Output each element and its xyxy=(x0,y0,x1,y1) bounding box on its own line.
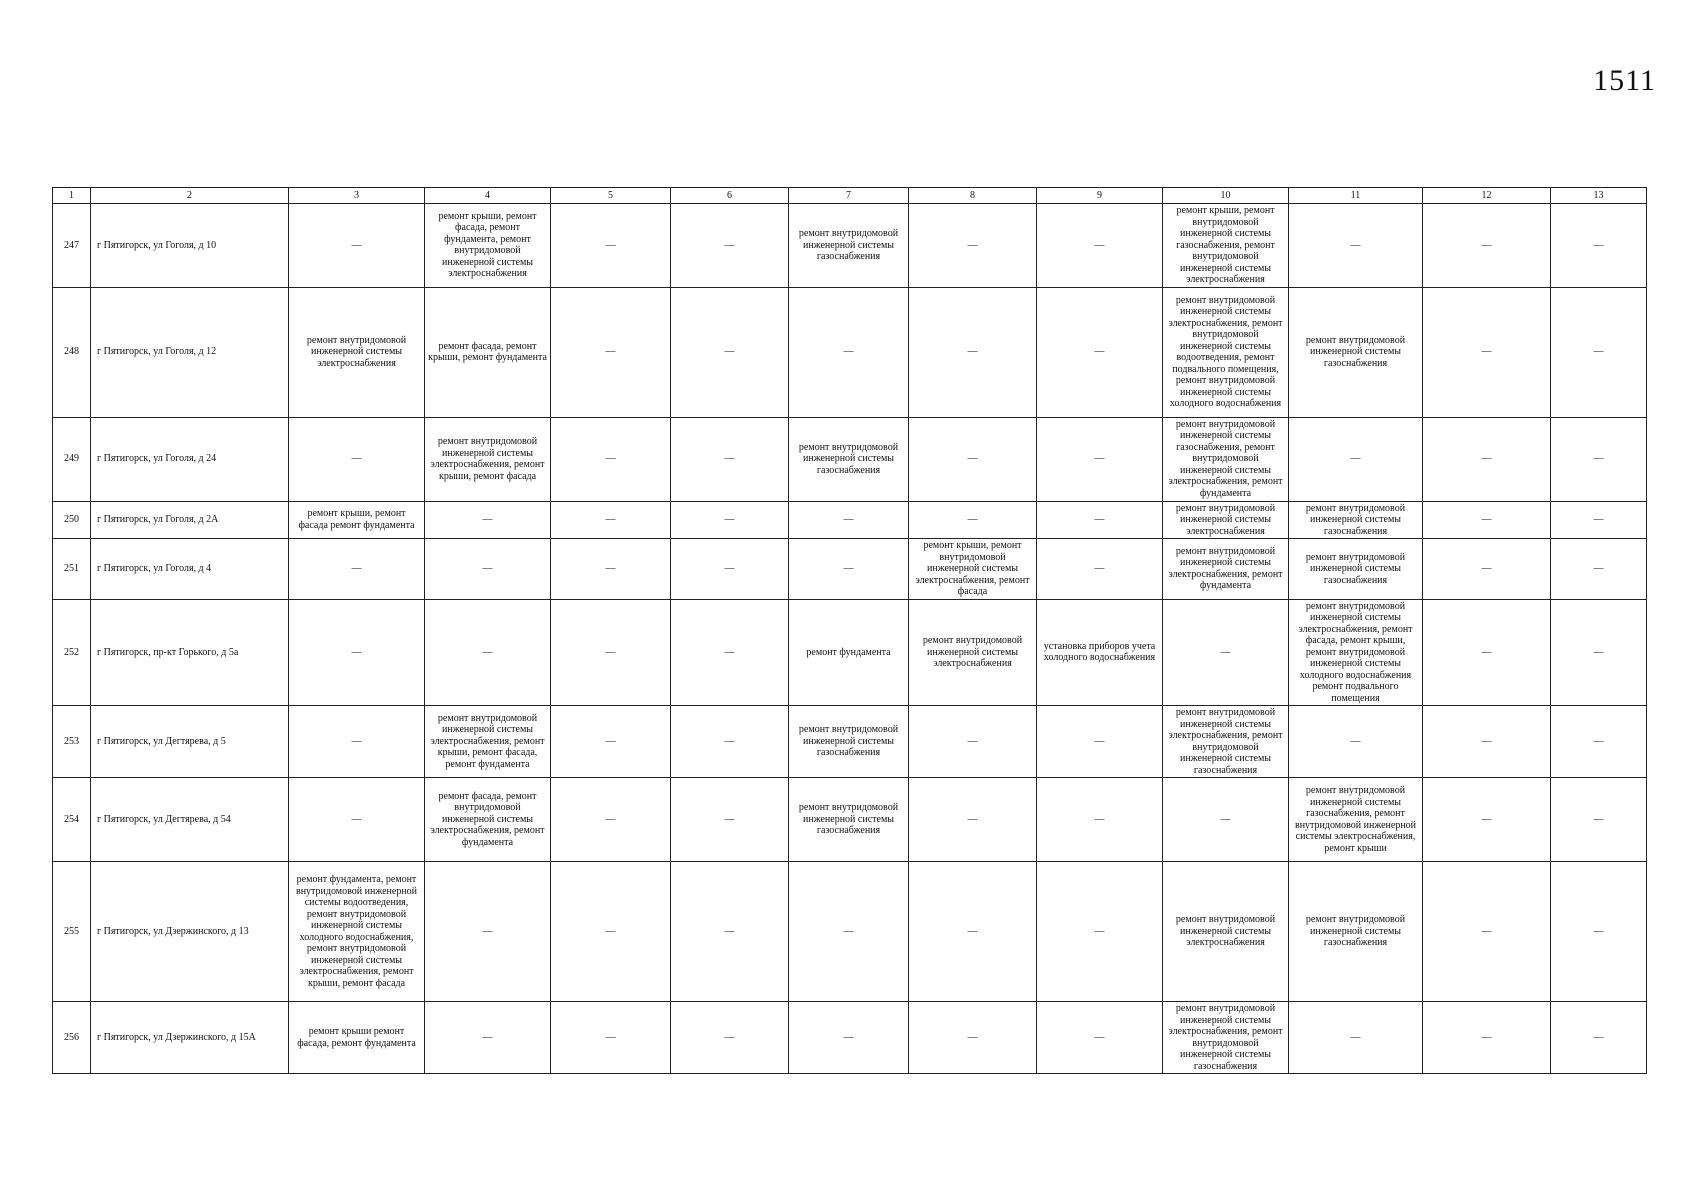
works-cell-col-8: — xyxy=(909,1002,1037,1074)
works-cell-col-10: ремонт внутридомовой инженерной системы электроснабжения xyxy=(1163,501,1289,539)
works-cell-col-13: — xyxy=(1551,778,1647,862)
works-cell-col-12: — xyxy=(1423,539,1551,600)
address-cell: г Пятигорск, ул Гоголя, д 24 xyxy=(91,417,289,501)
works-cell-col-4: ремонт крыши, ремонт фасада, ремонт фундамента, ремонт внутридомовой инженерной системы электроснабжения xyxy=(425,204,551,288)
column-number-5: 5 xyxy=(551,188,671,204)
table-row xyxy=(53,417,1647,501)
works-cell-col-12: — xyxy=(1423,501,1551,539)
column-number-row xyxy=(53,188,1647,204)
works-cell-col-11: ремонт внутридомовой инженерной системы газоснабжения, ремонт внутридомовой инженерной системы электроснабжения, ремонт крыши xyxy=(1289,778,1423,862)
table-row xyxy=(53,204,1647,288)
address-cell: г Пятигорск, ул Гоголя, д 12 xyxy=(91,287,289,417)
column-number-7: 7 xyxy=(789,188,909,204)
works-cell-col-11: — xyxy=(1289,417,1423,501)
row-number-cell: 247 xyxy=(53,204,91,288)
column-number-13: 13 xyxy=(1551,188,1647,204)
works-cell-col-13: — xyxy=(1551,204,1647,288)
works-cell-col-3: ремонт крыши ремонт фасада, ремонт фундамента xyxy=(289,1002,425,1074)
works-cell-col-11: ремонт внутридомовой инженерной системы электроснабжения, ремонт фасада, ремонт крыши, ремонт внутридомовой инженерной системы холодного водоснабжения ремонт подвального помещения xyxy=(1289,599,1423,706)
works-cell-col-13: — xyxy=(1551,706,1647,778)
works-cell-col-11: — xyxy=(1289,706,1423,778)
works-cell-col-3: — xyxy=(289,706,425,778)
works-cell-col-3: — xyxy=(289,778,425,862)
address-cell: г Пятигорск, ул Дзержинского, д 15А xyxy=(91,1002,289,1074)
repair-schedule-table xyxy=(52,187,1647,1074)
works-cell-col-3: ремонт внутридомовой инженерной системы электроснабжения xyxy=(289,287,425,417)
table-row xyxy=(53,1002,1647,1074)
works-cell-col-5: — xyxy=(551,287,671,417)
row-number-cell: 249 xyxy=(53,417,91,501)
column-number-4: 4 xyxy=(425,188,551,204)
works-cell-col-5: — xyxy=(551,417,671,501)
works-cell-col-5: — xyxy=(551,862,671,1002)
works-cell-col-5: — xyxy=(551,204,671,288)
works-cell-col-9: — xyxy=(1037,204,1163,288)
column-number-2: 2 xyxy=(91,188,289,204)
address-cell: г Пятигорск, ул Дегтярева, д 5 xyxy=(91,706,289,778)
works-cell-col-6: — xyxy=(671,539,789,600)
table-row xyxy=(53,599,1647,706)
works-cell-col-10: ремонт внутридомовой инженерной системы электроснабжения, ремонт внутридомовой инженерной системы водоотведения, ремонт подвального помещения, ремонт внутридомовой инженерной системы холодного водоснабжения xyxy=(1163,287,1289,417)
works-cell-col-5: — xyxy=(551,501,671,539)
works-cell-col-9: — xyxy=(1037,778,1163,862)
works-cell-col-12: — xyxy=(1423,417,1551,501)
works-cell-col-7: ремонт фундамента xyxy=(789,599,909,706)
works-cell-col-6: — xyxy=(671,501,789,539)
works-cell-col-13: — xyxy=(1551,1002,1647,1074)
works-cell-col-9: — xyxy=(1037,501,1163,539)
works-cell-col-13: — xyxy=(1551,501,1647,539)
works-cell-col-9: — xyxy=(1037,287,1163,417)
works-cell-col-8: — xyxy=(909,706,1037,778)
works-cell-col-5: — xyxy=(551,706,671,778)
works-cell-col-10: ремонт внутридомовой инженерной системы электроснабжения, ремонт внутридомовой инженерной системы газоснабжения xyxy=(1163,1002,1289,1074)
works-cell-col-8: ремонт крыши, ремонт внутридомовой инженерной системы электроснабжения, ремонт фасада xyxy=(909,539,1037,600)
address-cell: г Пятигорск, ул Дегтярева, д 54 xyxy=(91,778,289,862)
works-cell-col-11: ремонт внутридомовой инженерной системы газоснабжения xyxy=(1289,862,1423,1002)
column-number-10: 10 xyxy=(1163,188,1289,204)
works-cell-col-8: — xyxy=(909,417,1037,501)
works-cell-col-7: — xyxy=(789,501,909,539)
column-number-8: 8 xyxy=(909,188,1037,204)
works-cell-col-12: — xyxy=(1423,599,1551,706)
works-cell-col-9: установка приборов учета холодного водоснабжения xyxy=(1037,599,1163,706)
works-cell-col-3: ремонт фундамента, ремонт внутридомовой инженерной системы водоотведения, ремонт внутридомовой инженерной системы холодного водоснабжения, ремонт внутридомовой инженерной системы электроснабжения, ремонт крыши, ремонт фасада xyxy=(289,862,425,1002)
works-cell-col-6: — xyxy=(671,862,789,1002)
works-cell-col-4: ремонт фасада, ремонт внутридомовой инженерной системы электроснабжения, ремонт фундамента xyxy=(425,778,551,862)
works-cell-col-7: ремонт внутридомовой инженерной системы газоснабжения xyxy=(789,706,909,778)
works-cell-col-10: ремонт внутридомовой инженерной системы электроснабжения xyxy=(1163,862,1289,1002)
works-cell-col-10: ремонт крыши, ремонт внутридомовой инженерной системы газоснабжения, ремонт внутридомовой инженерной системы электроснабжения xyxy=(1163,204,1289,288)
works-cell-col-7: — xyxy=(789,539,909,600)
row-number-cell: 253 xyxy=(53,706,91,778)
works-cell-col-7: — xyxy=(789,287,909,417)
works-cell-col-11: ремонт внутридомовой инженерной системы газоснабжения xyxy=(1289,287,1423,417)
works-cell-col-6: — xyxy=(671,1002,789,1074)
works-cell-col-12: — xyxy=(1423,778,1551,862)
works-cell-col-13: — xyxy=(1551,417,1647,501)
works-cell-col-3: — xyxy=(289,204,425,288)
works-cell-col-11: ремонт внутридомовой инженерной системы газоснабжения xyxy=(1289,501,1423,539)
works-cell-col-7: ремонт внутридомовой инженерной системы газоснабжения xyxy=(789,204,909,288)
works-cell-col-4: ремонт внутридомовой инженерной системы электроснабжения, ремонт крыши, ремонт фасада xyxy=(425,417,551,501)
address-cell: г Пятигорск, ул Гоголя, д 4 xyxy=(91,539,289,600)
table-row xyxy=(53,287,1647,417)
works-cell-col-13: — xyxy=(1551,287,1647,417)
works-cell-col-12: — xyxy=(1423,1002,1551,1074)
address-cell: г Пятигорск, ул Дзержинского, д 13 xyxy=(91,862,289,1002)
table-row xyxy=(53,778,1647,862)
works-cell-col-13: — xyxy=(1551,539,1647,600)
works-cell-col-11: — xyxy=(1289,1002,1423,1074)
table-row xyxy=(53,539,1647,600)
row-number-cell: 255 xyxy=(53,862,91,1002)
works-cell-col-4: ремонт фасада, ремонт крыши, ремонт фундамента xyxy=(425,287,551,417)
works-cell-col-6: — xyxy=(671,599,789,706)
works-cell-col-7: ремонт внутридомовой инженерной системы газоснабжения xyxy=(789,417,909,501)
works-cell-col-4: ремонт внутридомовой инженерной системы электроснабжения, ремонт крыши, ремонт фасада, ремонт фундамента xyxy=(425,706,551,778)
row-number-cell: 250 xyxy=(53,501,91,539)
address-cell: г Пятигорск, ул Гоголя, д 10 xyxy=(91,204,289,288)
row-number-cell: 252 xyxy=(53,599,91,706)
works-cell-col-9: — xyxy=(1037,539,1163,600)
works-cell-col-5: — xyxy=(551,599,671,706)
column-number-9: 9 xyxy=(1037,188,1163,204)
works-cell-col-10: — xyxy=(1163,599,1289,706)
address-cell: г Пятигорск, пр-кт Горького, д 5а xyxy=(91,599,289,706)
works-cell-col-3: — xyxy=(289,599,425,706)
works-cell-col-13: — xyxy=(1551,862,1647,1002)
works-cell-col-7: — xyxy=(789,862,909,1002)
works-cell-col-4: — xyxy=(425,1002,551,1074)
works-cell-col-4: — xyxy=(425,539,551,600)
works-cell-col-11: ремонт внутридомовой инженерной системы газоснабжения xyxy=(1289,539,1423,600)
works-cell-col-11: — xyxy=(1289,204,1423,288)
works-cell-col-12: — xyxy=(1423,287,1551,417)
works-cell-col-7: — xyxy=(789,1002,909,1074)
works-cell-col-12: — xyxy=(1423,862,1551,1002)
works-cell-col-4: — xyxy=(425,599,551,706)
address-cell: г Пятигорск, ул Гоголя, д 2А xyxy=(91,501,289,539)
column-number-1: 1 xyxy=(53,188,91,204)
works-cell-col-3: ремонт крыши, ремонт фасада ремонт фундамента xyxy=(289,501,425,539)
works-cell-col-6: — xyxy=(671,287,789,417)
works-cell-col-12: — xyxy=(1423,706,1551,778)
column-number-6: 6 xyxy=(671,188,789,204)
table-row xyxy=(53,501,1647,539)
works-cell-col-6: — xyxy=(671,706,789,778)
works-cell-col-3: — xyxy=(289,417,425,501)
row-number-cell: 254 xyxy=(53,778,91,862)
works-cell-col-4: — xyxy=(425,862,551,1002)
works-cell-col-8: — xyxy=(909,204,1037,288)
works-cell-col-4: — xyxy=(425,501,551,539)
works-cell-col-5: — xyxy=(551,539,671,600)
column-number-3: 3 xyxy=(289,188,425,204)
works-cell-col-8: — xyxy=(909,778,1037,862)
works-cell-col-3: — xyxy=(289,539,425,600)
works-cell-col-6: — xyxy=(671,204,789,288)
column-number-11: 11 xyxy=(1289,188,1423,204)
page-number: 1511 xyxy=(1593,64,1656,97)
table-row xyxy=(53,706,1647,778)
works-cell-col-9: — xyxy=(1037,1002,1163,1074)
works-cell-col-13: — xyxy=(1551,599,1647,706)
works-cell-col-6: — xyxy=(671,778,789,862)
works-cell-col-8: ремонт внутридомовой инженерной системы электроснабжения xyxy=(909,599,1037,706)
works-cell-col-10: — xyxy=(1163,778,1289,862)
row-number-cell: 248 xyxy=(53,287,91,417)
row-number-cell: 251 xyxy=(53,539,91,600)
works-cell-col-12: — xyxy=(1423,204,1551,288)
works-cell-col-9: — xyxy=(1037,862,1163,1002)
works-cell-col-9: — xyxy=(1037,417,1163,501)
column-number-12: 12 xyxy=(1423,188,1551,204)
works-cell-col-8: — xyxy=(909,862,1037,1002)
row-number-cell: 256 xyxy=(53,1002,91,1074)
works-cell-col-9: — xyxy=(1037,706,1163,778)
works-cell-col-5: — xyxy=(551,778,671,862)
works-cell-col-7: ремонт внутридомовой инженерной системы газоснабжения xyxy=(789,778,909,862)
works-cell-col-10: ремонт внутридомовой инженерной системы электроснабжения, ремонт внутридомовой инженерной системы газоснабжения xyxy=(1163,706,1289,778)
works-cell-col-10: ремонт внутридомовой инженерной системы газоснабжения, ремонт внутридомовой инженерной системы электроснабжения, ремонт фундамента xyxy=(1163,417,1289,501)
table-row xyxy=(53,862,1647,1002)
works-cell-col-6: — xyxy=(671,417,789,501)
works-cell-col-5: — xyxy=(551,1002,671,1074)
works-cell-col-8: — xyxy=(909,501,1037,539)
works-cell-col-8: — xyxy=(909,287,1037,417)
works-cell-col-10: ремонт внутридомовой инженерной системы электроснабжения, ремонт фундамента xyxy=(1163,539,1289,600)
